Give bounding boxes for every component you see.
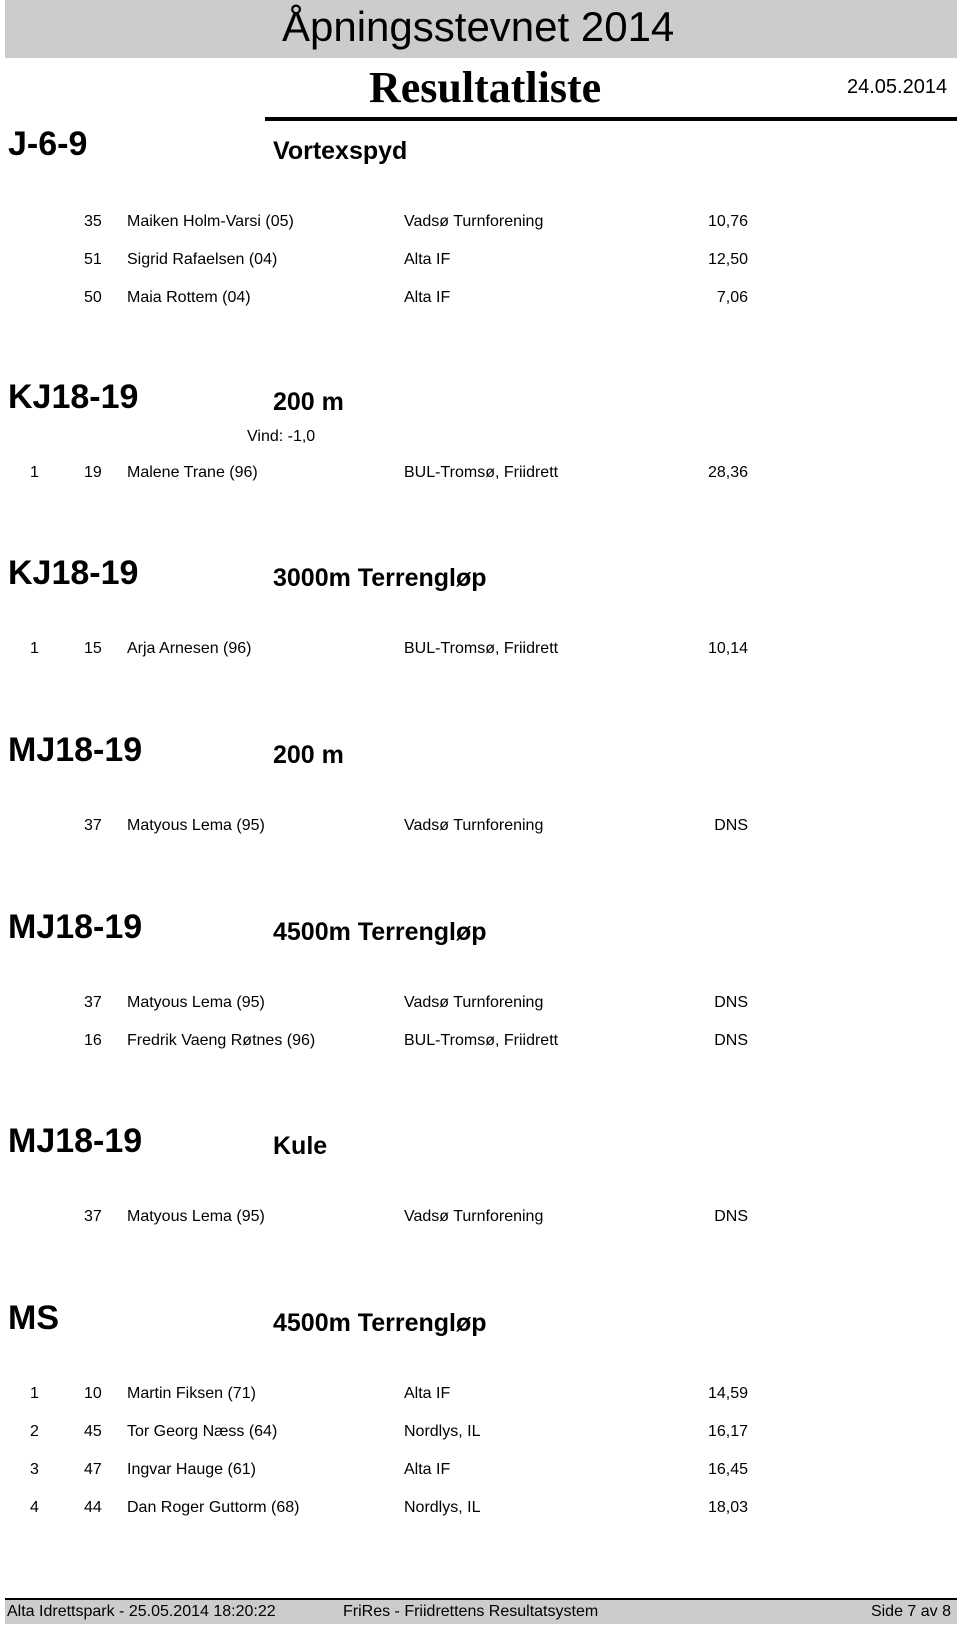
place-cell: 1 [30, 1385, 39, 1402]
result-row [0, 1497, 960, 1519]
document-date: 24.05.2014 [847, 76, 948, 98]
result-cell: 18,03 [707, 1499, 748, 1516]
club-cell: Vadsø Turnforening [404, 994, 544, 1011]
result-row [0, 1206, 960, 1228]
footer [5, 1598, 957, 1624]
club-cell: Vadsø Turnforening [404, 1208, 544, 1225]
bib-cell: 44 [84, 1499, 102, 1516]
athlete-name-cell: Fredrik Vaeng Røtnes (96) [127, 1032, 316, 1049]
club-cell: Nordlys, IL [404, 1423, 481, 1440]
athlete-name-cell: Matyous Lema (95) [127, 994, 265, 1011]
bib-cell: 37 [84, 994, 102, 1011]
bib-cell: 19 [84, 464, 102, 481]
event-heading: 200 m [273, 741, 344, 769]
result-cell: DNS [714, 994, 748, 1011]
class-heading: MS [8, 1299, 59, 1337]
event-heading: Vortexspyd [273, 137, 408, 165]
club-cell: BUL-Tromsø, Friidrett [404, 1032, 559, 1049]
footer-system: FriRes - Friidrettens Resultatsystem [343, 1603, 599, 1620]
result-cell: 7,06 [716, 289, 748, 306]
club-cell: Vadsø Turnforening [404, 817, 544, 834]
wind-reading: Vind: -1,0 [247, 428, 316, 445]
bib-cell: 15 [84, 640, 102, 657]
event-heading: 4500m Terrengløp [273, 1309, 487, 1337]
result-cell: 14,59 [707, 1385, 748, 1402]
result-row [0, 1421, 960, 1443]
bib-cell: 45 [84, 1423, 102, 1440]
result-row [0, 815, 960, 837]
result-cell: 12,50 [707, 251, 748, 268]
club-cell: Alta IF [404, 1461, 451, 1478]
event-heading: Kule [273, 1132, 328, 1160]
result-cell: 16,17 [707, 1423, 748, 1440]
athlete-name-cell: Tor Georg Næss (64) [127, 1423, 278, 1440]
result-row [0, 1383, 960, 1405]
result-row [0, 462, 960, 484]
bib-cell: 47 [84, 1461, 102, 1478]
footer-venue-time: Alta Idrettspark - 25.05.2014 18:20:22 [7, 1603, 276, 1620]
athlete-name-cell: Sigrid Rafaelsen (04) [127, 251, 278, 268]
athlete-name-cell: Maia Rottem (04) [127, 289, 251, 306]
event-heading: 4500m Terrengløp [273, 918, 487, 946]
place-cell: 2 [30, 1423, 39, 1440]
athlete-name-cell: Martin Fiksen (71) [127, 1385, 256, 1402]
footer-page-number: Side 7 av 8 [870, 1603, 951, 1620]
class-heading: KJ18-19 [8, 554, 139, 592]
result-cell: DNS [714, 1208, 748, 1225]
athlete-name-cell: Malene Trane (96) [127, 464, 258, 481]
class-heading: KJ18-19 [8, 378, 139, 416]
event-heading: 200 m [273, 388, 344, 416]
athlete-name-cell: Ingvar Hauge (61) [127, 1461, 256, 1478]
bib-cell: 10 [84, 1385, 102, 1402]
place-cell: 1 [30, 640, 39, 657]
meet-title: Åpningsstevnet 2014 [282, 3, 675, 50]
result-row [0, 249, 960, 271]
athlete-name-cell: Matyous Lema (95) [127, 817, 265, 834]
header-rule [265, 117, 957, 121]
bib-cell: 51 [84, 251, 102, 268]
club-cell: Alta IF [404, 1385, 451, 1402]
place-cell: 3 [30, 1461, 39, 1478]
result-cell: 16,45 [707, 1461, 748, 1478]
athlete-name-cell: Arja Arnesen (96) [127, 640, 252, 657]
club-cell: Alta IF [404, 289, 451, 306]
result-row [0, 211, 960, 233]
place-cell: 1 [30, 464, 39, 481]
bib-cell: 35 [84, 213, 102, 230]
club-cell: Alta IF [404, 251, 451, 268]
event-heading: 3000m Terrengløp [273, 564, 487, 592]
result-row [0, 992, 960, 1014]
result-cell: DNS [714, 817, 748, 834]
club-cell: Nordlys, IL [404, 1499, 481, 1516]
bib-cell: 37 [84, 817, 102, 834]
result-row [0, 638, 960, 660]
athlete-name-cell: Dan Roger Guttorm (68) [127, 1499, 300, 1516]
bib-cell: 50 [84, 289, 102, 306]
result-row [0, 1030, 960, 1052]
place-cell: 4 [30, 1499, 39, 1516]
result-row [0, 1459, 960, 1481]
result-cell: DNS [714, 1032, 748, 1049]
club-cell: BUL-Tromsø, Friidrett [404, 464, 559, 481]
club-cell: Vadsø Turnforening [404, 213, 544, 230]
athlete-name-cell: Maiken Holm-Varsi (05) [127, 213, 294, 230]
result-cell: 10,76 [707, 213, 748, 230]
athlete-name-cell: Matyous Lema (95) [127, 1208, 265, 1225]
class-heading: J-6-9 [8, 125, 88, 163]
result-row [0, 287, 960, 309]
class-heading: MJ18-19 [8, 908, 143, 946]
document-title: Resultatliste [369, 63, 602, 112]
club-cell: BUL-Tromsø, Friidrett [404, 640, 559, 657]
class-heading: MJ18-19 [8, 731, 143, 769]
result-cell: 10,14 [707, 640, 748, 657]
bib-cell: 37 [84, 1208, 102, 1225]
class-heading: MJ18-19 [8, 1122, 143, 1160]
bib-cell: 16 [84, 1032, 102, 1049]
result-cell: 28,36 [707, 464, 748, 481]
